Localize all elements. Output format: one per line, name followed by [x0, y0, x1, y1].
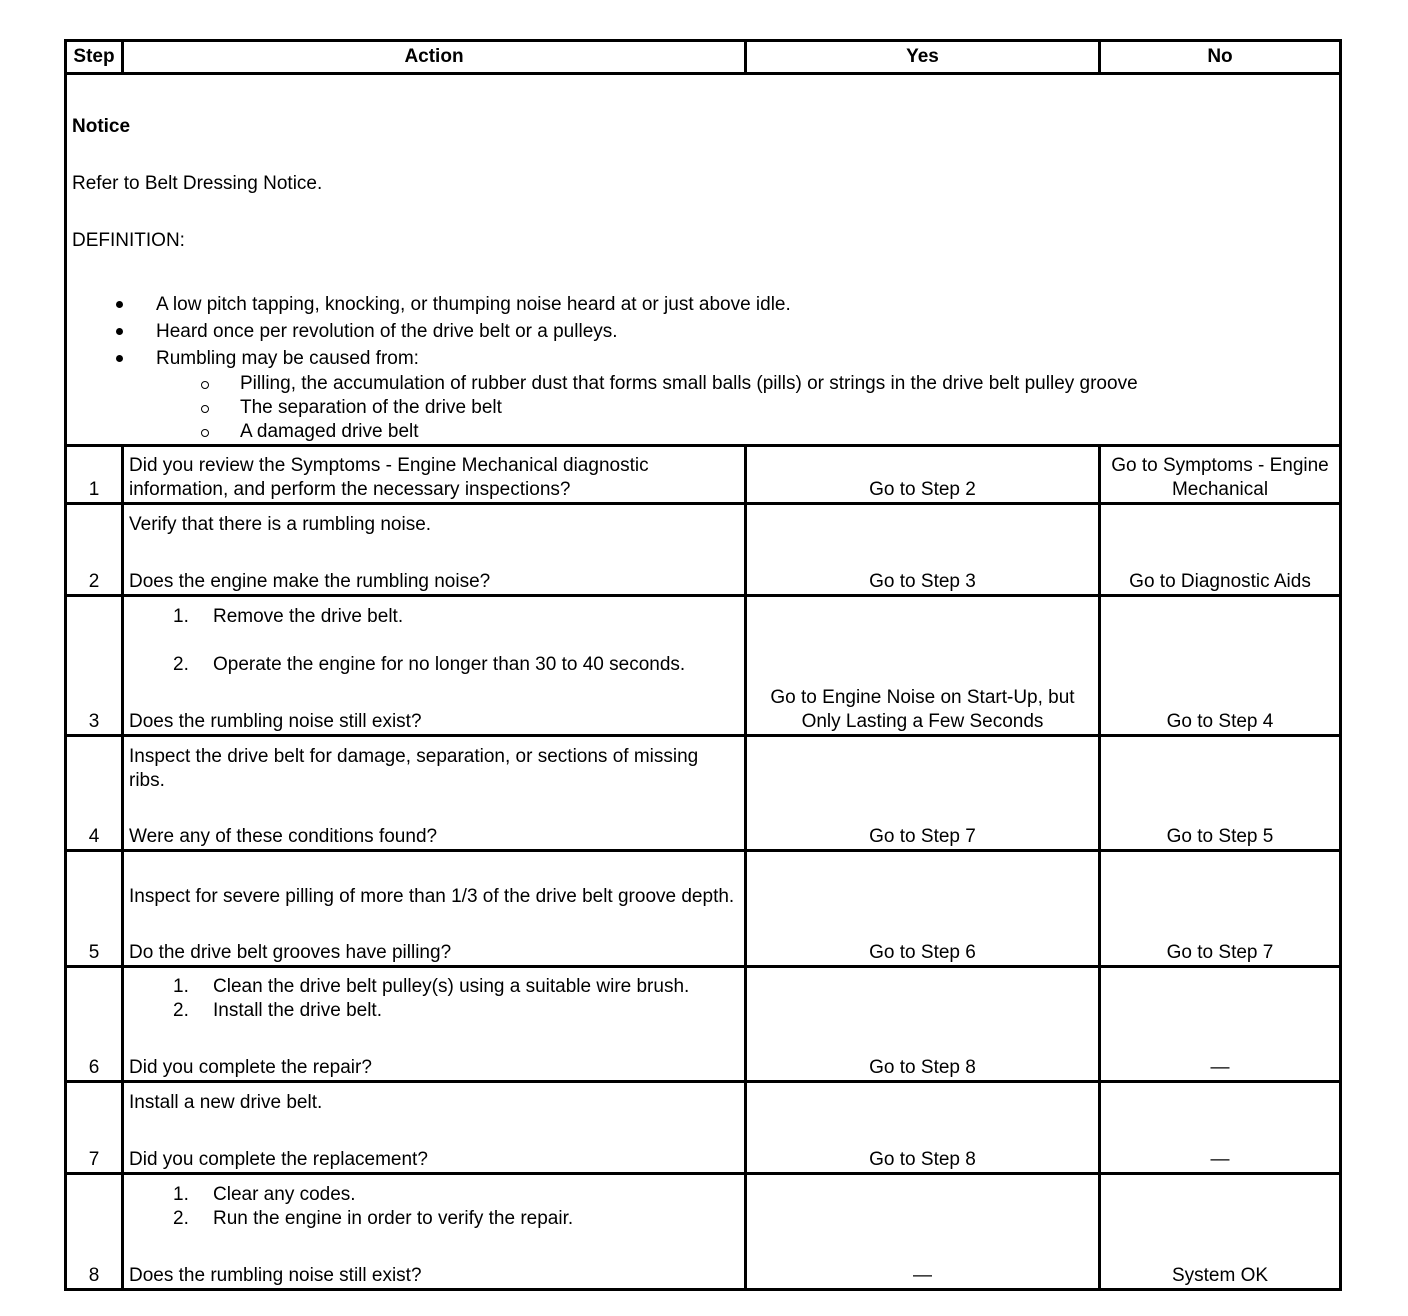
- table-row: [66, 1174, 1341, 1290]
- definition-item: [72, 345, 1334, 444]
- no-cell: Go to Diagnostic Aids: [1100, 504, 1341, 596]
- header-step: Step: [66, 41, 123, 74]
- header-yes: Yes: [746, 41, 1100, 74]
- action-text: Did you review the Symptoms - Engine Mechanical diagnostic information, and perform the necessary inspections?: [129, 455, 649, 500]
- action-question: Do the drive belt grooves have pilling?: [129, 942, 452, 963]
- action-question: Does the engine make the rumbling noise?: [129, 571, 491, 592]
- cause-list: [156, 372, 1334, 444]
- yes-cell: Go to Step 6: [746, 851, 1100, 967]
- yes-cell: Go to Step 3: [746, 504, 1100, 596]
- action-question: Does the rumbling noise still exist?: [129, 1265, 422, 1286]
- substep-list: [129, 1183, 739, 1231]
- no-cell: Go to Step 7: [1100, 851, 1341, 967]
- table-row: [66, 851, 1341, 967]
- yes-cell: Go to Step 8: [746, 967, 1100, 1082]
- substep-item: 2. Operate the engine for no longer than 30 to 40 seconds.: [173, 654, 686, 675]
- action-cell: [123, 1082, 746, 1174]
- header-row: [66, 41, 1341, 74]
- action-text: Install a new drive belt.: [129, 1092, 323, 1113]
- no-cell: —: [1100, 1082, 1341, 1174]
- cause-item: The separation of the drive belt: [156, 396, 1334, 420]
- yes-cell: —: [746, 1174, 1100, 1290]
- substep-item: 1. Clean the drive belt pulley(s) using a suitable wire brush.: [173, 976, 690, 997]
- notice-row: [66, 74, 1341, 446]
- table-row: [66, 1082, 1341, 1174]
- step-number: 4: [66, 736, 123, 851]
- action-cell: [123, 1174, 746, 1290]
- yes-cell: Go to Engine Noise on Start-Up, but Only Lasting a Few Seconds: [746, 596, 1100, 736]
- table-row: [66, 967, 1341, 1082]
- no-cell: Go to Step 5: [1100, 736, 1341, 851]
- table-row: [66, 446, 1341, 504]
- no-cell: Go to Step 4: [1100, 596, 1341, 736]
- header-action: Action: [123, 41, 746, 74]
- substep-item: 1. Clear any codes.: [173, 1184, 356, 1205]
- action-question: Did you complete the replacement?: [129, 1149, 428, 1170]
- step-number: 6: [66, 967, 123, 1082]
- definition-item-text: Rumbling may be caused from:: [156, 348, 419, 369]
- step-number: 2: [66, 504, 123, 596]
- substep-list: [129, 975, 739, 1023]
- cause-item: A damaged drive belt: [156, 420, 1334, 444]
- action-cell: [123, 446, 746, 504]
- yes-cell: Go to Step 8: [746, 1082, 1100, 1174]
- definition-list: [72, 291, 1334, 444]
- table-row: [66, 736, 1341, 851]
- no-cell: System OK: [1100, 1174, 1341, 1290]
- notice-cell: [66, 74, 1341, 446]
- step-number: 7: [66, 1082, 123, 1174]
- cause-item: Pilling, the accumulation of rubber dust that forms small balls (pills) or strings in the drive belt pulley groove: [156, 372, 1334, 396]
- yes-cell: Go to Step 2: [746, 446, 1100, 504]
- action-question: Did you complete the repair?: [129, 1057, 372, 1078]
- step-number: 3: [66, 596, 123, 736]
- action-question: Were any of these conditions found?: [129, 826, 438, 847]
- action-cell: [123, 967, 746, 1082]
- substep-item: 2. Install the drive belt.: [173, 1000, 382, 1021]
- action-text: Inspect for severe pilling of more than 1/3 of the drive belt groove depth.: [129, 886, 735, 907]
- action-text: Verify that there is a rumbling noise.: [129, 514, 432, 535]
- diagnostic-table: [64, 39, 1342, 1291]
- action-cell: [123, 504, 746, 596]
- notice-title: Notice: [72, 116, 131, 137]
- no-cell: —: [1100, 967, 1341, 1082]
- no-cell: Go to Symptoms - Engine Mechanical: [1100, 446, 1341, 504]
- substep-list: [129, 605, 739, 677]
- substep-item: 1. Remove the drive belt.: [173, 606, 404, 627]
- action-cell: [123, 736, 746, 851]
- table-row: [66, 504, 1341, 596]
- action-text: Inspect the drive belt for damage, separation, or sections of missing ribs.: [129, 746, 699, 791]
- definition-item: A low pitch tapping, knocking, or thumping noise heard at or just above idle.: [72, 291, 1334, 318]
- step-number: 1: [66, 446, 123, 504]
- step-number: 5: [66, 851, 123, 967]
- substep-item: 2. Run the engine in order to verify the repair.: [173, 1208, 574, 1229]
- step-number: 8: [66, 1174, 123, 1290]
- action-question: Does the rumbling noise still exist?: [129, 711, 422, 732]
- table-row: [66, 596, 1341, 736]
- yes-cell: Go to Step 7: [746, 736, 1100, 851]
- header-no: No: [1100, 41, 1341, 74]
- definition-label: DEFINITION:: [72, 230, 185, 251]
- action-cell: [123, 596, 746, 736]
- definition-item: Heard once per revolution of the drive belt or a pulleys.: [72, 318, 1334, 345]
- belt-dressing-notice-link: Refer to Belt Dressing Notice.: [72, 173, 323, 194]
- action-cell: [123, 851, 746, 967]
